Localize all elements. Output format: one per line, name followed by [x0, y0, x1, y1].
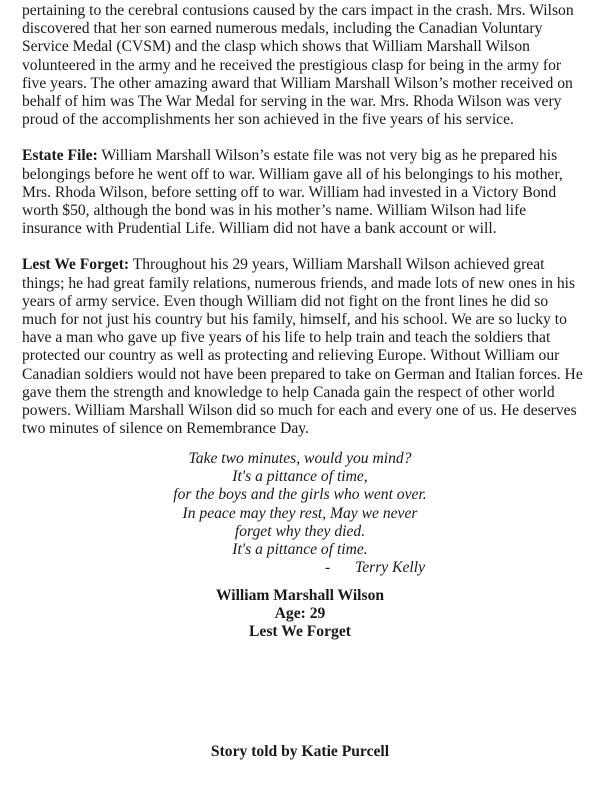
- text-line: volunteered in the army and he received the prestigious clasp for being in the army for: [22, 56, 562, 74]
- poem-line: It's a pittance of time.: [232, 541, 368, 559]
- poem: [0, 450, 600, 577]
- text-line: two minutes of silence on Remembrance Day.: [22, 420, 309, 438]
- text-line: protected our country as well as protecting and relieving Europe. Without William our: [22, 347, 560, 365]
- lest-we-forget-heading: Lest We Forget:: [22, 256, 130, 274]
- intro-paragraph: [22, 2, 588, 129]
- story-credit: Story told by Katie Purcell: [210, 743, 390, 760]
- paragraph-gap: [22, 238, 588, 256]
- text-line: pertaining to the cerebral contusions caused by the cars impact in the crash. Mrs. Wilson: [22, 2, 574, 19]
- lest-we-forget-paragraph: [22, 256, 588, 438]
- text-line: belongings before he went off to war. William gave all of his belongings to his mother,: [22, 165, 563, 183]
- estate-file-heading: Estate File:: [22, 147, 98, 165]
- poem-author: Terry Kelly: [354, 559, 426, 577]
- attribution-dash: -: [324, 559, 331, 577]
- paragraph-gap: [22, 129, 588, 147]
- text-line: [22, 147, 588, 165]
- text-line: five years. The other amazing award that William Marshall Wilson’s mother received on: [22, 74, 573, 92]
- text-line: powers. William Marshall Wilson did so much for each and every one of us. He deserves: [22, 402, 577, 420]
- memorial-block: [0, 587, 600, 642]
- text-line: much for not just his country but his family, himself, and his school. We are so lucky to: [22, 311, 567, 329]
- text-line: insurance with Prudential Life. William did not have a bank account or will.: [22, 220, 497, 238]
- text-run: William Marshall Wilson’s estate file was not very big as he prepared his: [97, 147, 558, 165]
- poem-line: forget why they died.: [234, 522, 366, 540]
- poem-line: Take two minutes, would you mind?: [188, 450, 412, 467]
- text-line: discovered that her son earned numerous medals, including the Canadian Voluntary: [22, 20, 543, 38]
- memorial-name: William Marshall Wilson: [215, 587, 385, 604]
- poem-attribution: [0, 559, 600, 577]
- poem-line: In peace may they rest, May we never: [182, 504, 418, 522]
- text-line: worth $50, although the bond was in his mother’s name. William Wilson had life: [22, 202, 527, 220]
- document-page: [22, 2, 588, 438]
- estate-file-paragraph: [22, 147, 588, 238]
- text-line: gave them the strength and knowledge to help Canada gain the respect of other world: [22, 383, 555, 401]
- poem-line: It's a pittance of time,: [232, 468, 368, 486]
- text-line: Canadian soldiers would not have been prepared to take on German and Italian forces. He: [22, 365, 583, 383]
- text-run: Throughout his 29 years, William Marshall Wilson achieved great: [129, 256, 545, 274]
- text-line: behalf of him was The War Medal for serving in the war. Mrs. Rhoda Wilson was very: [22, 93, 562, 111]
- text-line: things; he had great family relations, numerous friends, and made lots of new ones in his: [22, 274, 576, 292]
- text-line: years of army service. Even though William did not fight on the front lines he did so: [22, 292, 549, 310]
- text-line: have a man who gave up five years of his life to help train and teach the soldiers that: [22, 329, 551, 347]
- text-line: proud of the accomplishments her son achieved in the five years of his service.: [22, 111, 514, 129]
- poem-line: for the boys and the girls who went over.: [173, 486, 427, 504]
- memorial-motto: Lest We Forget: [249, 623, 351, 641]
- memorial-age: Age: 29: [274, 605, 326, 623]
- text-line: [22, 256, 588, 274]
- text-line: Mrs. Rhoda Wilson, before setting off to war. William had invested in a Victory Bond: [22, 183, 557, 201]
- text-line: Service Medal (CVSM) and the clasp which shows that William Marshall Wilson: [22, 38, 530, 56]
